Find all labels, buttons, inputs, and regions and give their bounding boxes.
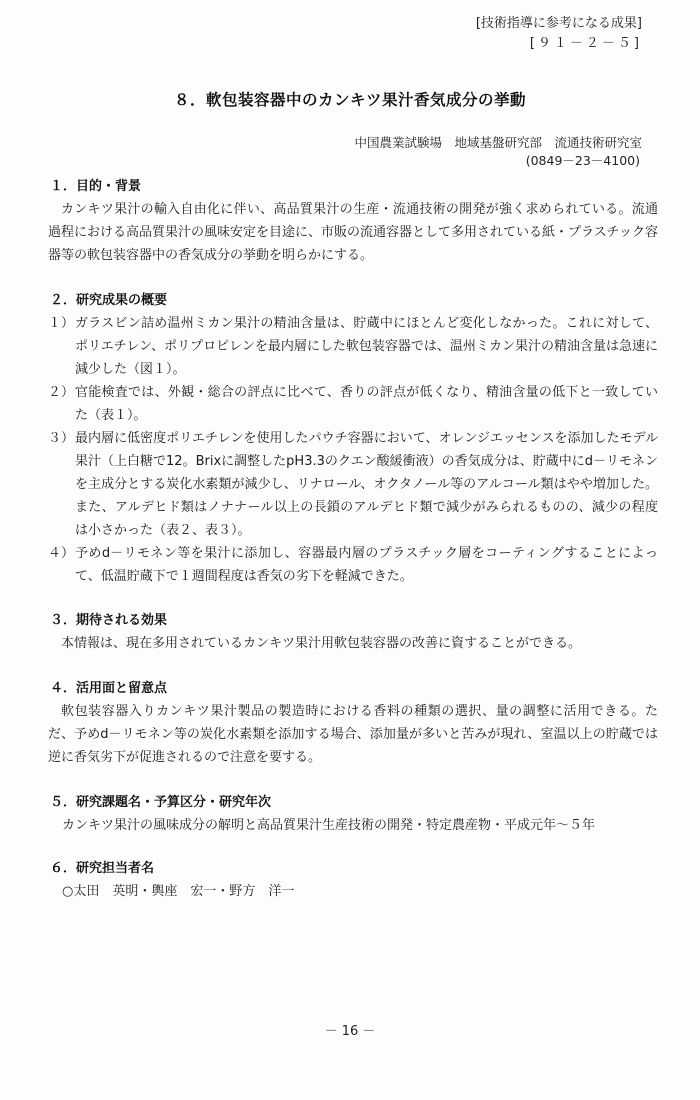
affiliation-tel: (0849－23－4100): [525, 153, 640, 168]
affiliation-org: 中国農業試験場 地域基盤研究部 流通技術研究室: [354, 135, 642, 150]
item-number: １）: [48, 316, 75, 331]
header-tag: [476, 14, 642, 54]
section-text: ○太田 英明・輿座 宏一・野方 洋一: [62, 884, 295, 899]
item-number: ３）: [48, 431, 75, 446]
section-text: カンキツ果汁の風味成分の解明と高品質果汁生産技術の開発・特定農産物・平成元年～５年: [62, 818, 596, 833]
section-heading: １．目的・背景: [50, 179, 142, 194]
section-heading: ４．活用面と留意点: [50, 681, 168, 696]
item-number: ２）: [48, 385, 75, 400]
page-title: ８．軟包装容器中のカンキツ果汁香気成分の挙動: [173, 91, 526, 109]
list-item: [48, 427, 658, 542]
header-code: [９１－２－５]: [529, 36, 642, 51]
section-project: [48, 794, 658, 837]
list-item: [48, 312, 658, 381]
item-number: ４）: [48, 546, 75, 561]
section-usage: [48, 680, 658, 769]
section-staff: [48, 860, 658, 903]
page-number: － 16 －: [324, 1024, 376, 1039]
section-text: 本情報は、現在多用されているカンキツ果汁用軟包装容器の改善に資することができる。: [61, 636, 582, 651]
affiliation: [354, 134, 642, 170]
section-text: 軟包装容器入りカンキツ果汁製品の製造時における香料の種類の選択、量の調整に活用できる。ただ、予めd－リモネン等の炭化水素類を添加する場合、添加量が多いと苦みが現れ、室温以上の貯蔵では逆に香気劣下が促進されるので注意を要する。: [48, 704, 658, 765]
results-list: [48, 312, 658, 588]
item-text: 官能検査では、外観・総合の評点に比べて、香りの評点が低くなり、精油含量の低下と一致していた（表１）。: [75, 385, 658, 423]
list-item: [48, 381, 658, 427]
section-heading: ３．期待される効果: [50, 613, 168, 628]
item-text: 最内層に低密度ポリエチレンを使用したパウチ容器において、オレンジエッセンスを添加したモデル果汁（上白糖で12。Brixに調整したpH3.3のクエン酸緩衝液）の香気成分は、貯蔵中にd－リモネンを主成分とする炭化水素類が減少し、リナロール、オクタノール等のアルコール類はやや増加した。また、アルデヒド類はノナナール以上の長鎖のアルデヒド類で減少がみられるものの、減少の程度は小さかった（表２、表３）。: [75, 431, 658, 538]
list-item: [48, 542, 658, 588]
section-heading: ６．研究担当者名: [50, 861, 155, 876]
header-category: [技術指導に参考になる成果]: [475, 16, 642, 31]
item-text: ガラスビン詰め温州ミカン果汁の精油含量は、貯蔵中にほとんど変化しなかった。これに対して、ポリエチレン、ポリプロピレンを最内層にした軟包装容器では、温州ミカン果汁の精油含量は急速に減少した（図１）。: [75, 316, 658, 377]
section-effects: [48, 612, 658, 655]
section-purpose: [48, 178, 658, 267]
item-text: 予めd－リモネン等を果汁に添加し、容器最内層のプラスチック層をコーティングすることによって、低温貯蔵下で１週間程度は香気の劣下を軽減できた。: [75, 546, 658, 584]
section-text: カンキツ果汁の輸入自由化に伴い、高品質果汁の生産・流通技術の開発が強く求められている。流通過程における高品質果汁の風味安定を目途に、市販の流通容器として多用されている紙・プラスチック容器等の軟包装容器中の香気成分の挙動を明らかにする。: [48, 202, 658, 263]
section-heading: ２．研究成果の概要: [50, 293, 168, 308]
section-results: [48, 292, 658, 588]
section-heading: ５．研究課題名・予算区分・研究年次: [50, 795, 272, 810]
